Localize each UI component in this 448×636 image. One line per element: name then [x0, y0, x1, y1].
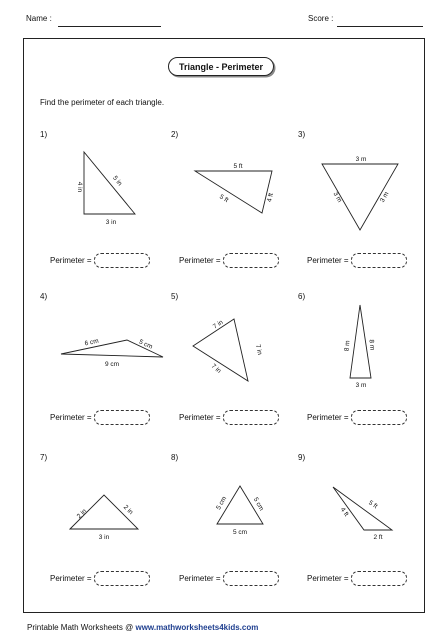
footer [27, 623, 258, 632]
triangle-8-label-b: 5 cm [251, 496, 265, 513]
perimeter-row-9 [307, 571, 407, 586]
problem-number-6: 6) [298, 292, 306, 301]
triangle-5-label-a: 7 in [211, 318, 225, 331]
perimeter-row-5 [179, 410, 279, 425]
problem-number-5: 5) [171, 292, 179, 301]
answer-box-7[interactable] [94, 571, 150, 586]
perimeter-row-1 [50, 253, 150, 268]
answer-box-3[interactable] [351, 253, 407, 268]
problem-number-2: 2) [171, 130, 179, 139]
triangle-7-label-a: 2 in [75, 507, 89, 521]
triangle-6-label-c: 3 m [355, 382, 367, 389]
perimeter-row-3 [307, 253, 407, 268]
perimeter-label-7: Perimeter = [50, 574, 92, 583]
triangle-6-label-a: 8 m [343, 340, 352, 352]
problem-number-7: 7) [40, 453, 48, 462]
perimeter-label-5: Perimeter = [179, 413, 221, 422]
triangle-6-label-b: 8 m [367, 339, 376, 351]
triangle-1-label-b: 5 in [111, 174, 124, 188]
triangle-9-label-a: 4 ft [338, 506, 350, 518]
problem-number-9: 9) [298, 453, 306, 462]
triangle-1 [84, 152, 135, 214]
answer-box-9[interactable] [351, 571, 407, 586]
triangle-1-label-c: 3 in [105, 219, 117, 226]
triangle-9-label-c: 2 ft [373, 534, 383, 541]
triangle-2-label-c: 4 ft [266, 192, 275, 203]
perimeter-row-4 [50, 410, 150, 425]
perimeter-row-8 [179, 571, 279, 586]
triangle-2-label-b: 5 ft [218, 193, 230, 205]
problem-number-3: 3) [298, 130, 306, 139]
triangle-8-label-a: 5 cm [215, 495, 229, 512]
answer-box-8[interactable] [223, 571, 279, 586]
perimeter-label-2: Perimeter = [179, 256, 221, 265]
triangle-5 [193, 319, 248, 381]
answer-box-5[interactable] [223, 410, 279, 425]
triangle-4-label-b: 5 cm [137, 338, 154, 351]
name-label: Name : [26, 14, 52, 23]
perimeter-label-8: Perimeter = [179, 574, 221, 583]
answer-box-2[interactable] [223, 253, 279, 268]
problem-number-8: 8) [171, 453, 179, 462]
triangle-2 [195, 171, 272, 213]
instruction-text: Find the perimeter of each triangle. [40, 98, 165, 107]
perimeter-label-1: Perimeter = [50, 256, 92, 265]
worksheet-title-text: Triangle - Perimeter [178, 61, 264, 72]
problem-number-4: 4) [40, 292, 48, 301]
triangle-2-label-a: 5 ft [233, 163, 243, 170]
triangle-5-label-c: 7 in [209, 362, 223, 375]
triangle-9-label-b: 5 ft [367, 499, 379, 511]
perimeter-row-7 [50, 571, 150, 586]
perimeter-label-9: Perimeter = [307, 574, 349, 583]
triangle-7-label-b: 2 in [121, 503, 135, 517]
answer-box-1[interactable] [94, 253, 150, 268]
triangle-4-label-a: 6 cm [84, 337, 100, 348]
triangle-3-label-c: 3 m [378, 190, 391, 204]
triangle-1-label-a: 4 in [76, 181, 83, 193]
triangle-7-label-c: 3 in [98, 534, 110, 541]
perimeter-label-4: Perimeter = [50, 413, 92, 422]
perimeter-row-6 [307, 410, 407, 425]
triangle-4-label-c: 9 cm [104, 361, 120, 368]
triangle-3-label-a: 3 m [355, 156, 367, 163]
triangle-8-label-c: 5 cm [232, 529, 248, 536]
footer-site-link[interactable]: www.mathworksheets4kids.com [135, 623, 259, 632]
footer-prefix: Printable Math Worksheets @ [27, 623, 136, 632]
answer-box-4[interactable] [94, 410, 150, 425]
answer-box-6[interactable] [351, 410, 407, 425]
perimeter-label-3: Perimeter = [307, 256, 349, 265]
perimeter-label-6: Perimeter = [307, 413, 349, 422]
score-label: Score : [308, 14, 334, 23]
problem-number-1: 1) [40, 130, 48, 139]
triangle-5-label-b: 7 in [253, 343, 264, 356]
perimeter-row-2 [179, 253, 279, 268]
triangle-3-label-b: 3 m [331, 190, 344, 204]
